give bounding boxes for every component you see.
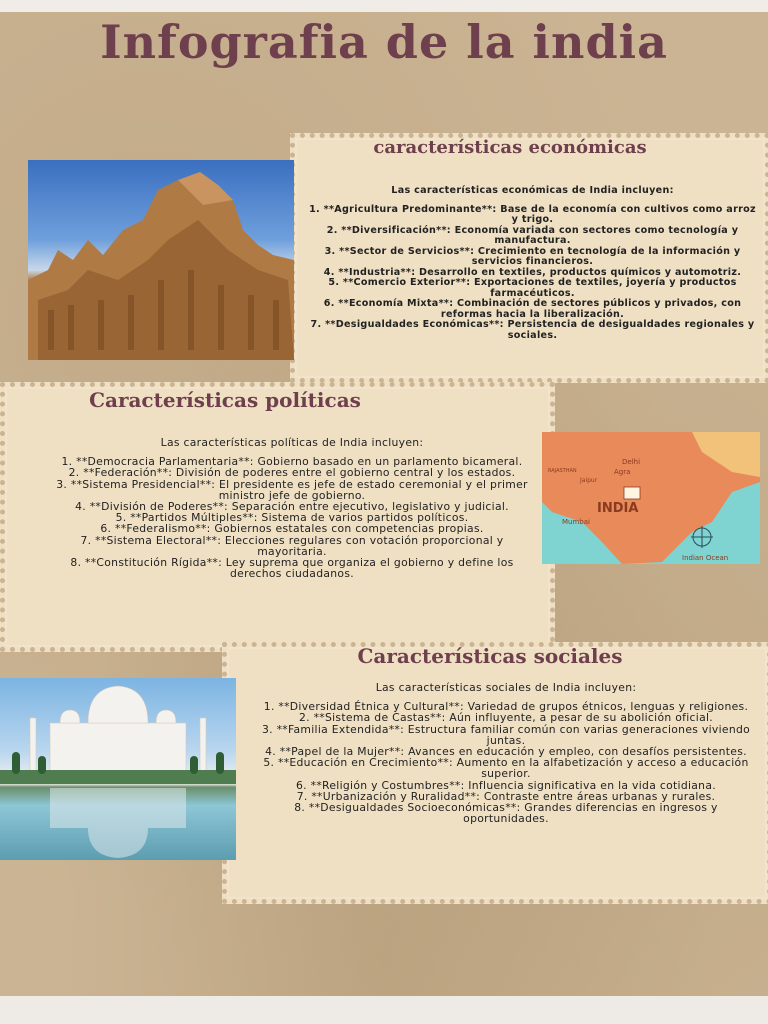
list-item: 8. **Constitución Rígida**: Ley suprema que organiza el gobierno y define los derechos ciudadanos. <box>70 556 514 581</box>
list-item: 3. **Sistema Presidencial**: El presidente es jefe de estado ceremonial y el primer ministro jefe de gobierno. <box>56 477 528 502</box>
social-heading: Características sociales <box>357 644 623 668</box>
page-title: Infografia de la india <box>100 15 668 69</box>
list-item: 7. **Desigualdades Económicas**: Persistencia de desigualdades regionales y sociales. <box>310 319 755 341</box>
list-item: 1. **Diversidad Étnica y Cultural**: Variedad de grupos étnicos, lenguas y religiones. <box>263 700 749 714</box>
map-label-jaipur: Jaipur <box>580 477 598 484</box>
taj-mahal-illustration <box>0 678 236 860</box>
list-item: 3. **Familia Extendida**: Estructura familiar común con varias generaciones viviendo juntas. <box>261 722 751 747</box>
economic-heading: características económicas <box>373 137 647 158</box>
map-label-agra: Agra <box>614 468 631 476</box>
list-item: 4. **División de Poderes**: Separación entre ejecutivo, legislativo y judicial. <box>75 500 509 514</box>
list-item: 2. **Sistema de Castas**: Aún influyente, a pesar de su abolición oficial. <box>298 711 714 725</box>
india-map-image <box>542 432 760 564</box>
political-list <box>52 456 532 579</box>
list-item: 5. **Educación en Crecimiento**: Aumento en la alfabetización y acceso a educación superior. <box>263 756 749 781</box>
list-item: 8. **Desigualdades Socioeconómicas**: Grandes diferencias en ingresos y oportunidades. <box>294 801 718 826</box>
social-intro: Las características sociales de India incluyen: <box>375 681 637 694</box>
economic-list <box>305 205 760 342</box>
list-item: 1. **Agricultura Predominante**: Base de la economía con cultivos como arroz y trigo. <box>309 203 756 225</box>
list-item: 3. **Sector de Servicios**: Crecimiento en tecnología de la información y servicios financieros. <box>324 245 741 267</box>
list-item: 6. **Federalismo**: Gobiernos estatales con competencias propias. <box>100 522 484 536</box>
social-text <box>250 682 762 824</box>
temple-illustration <box>28 160 294 360</box>
temple-image <box>28 160 294 360</box>
india-map-illustration <box>542 432 760 564</box>
map-label-rajasthan: RAJASTHAN <box>548 468 577 474</box>
list-item: 5. **Comercio Exterior**: Exportaciones de textiles, joyería y productos farmacéuticos. <box>328 277 737 299</box>
list-item: 4. **Papel de la Mujer**: Avances en educación y empleo, con desafíos persistentes. <box>265 745 747 759</box>
map-label-mumbai: Mumbai <box>562 518 590 526</box>
map-label-country: INDIA <box>597 501 639 516</box>
political-intro: Las características políticas de India incluyen: <box>160 436 424 449</box>
list-item: 2. **Diversificación**: Economía variada con sectores como tecnología y manufactura. <box>326 224 739 246</box>
list-item: 1. **Democracia Parlamentaria**: Gobierno basado en un parlamento bicameral. <box>61 455 523 469</box>
map-label-ocean: Indian Ocean <box>682 554 729 562</box>
economic-text <box>305 186 760 341</box>
list-item: 2. **Federación**: División de poderes entre el gobierno central y los estados. <box>68 466 516 480</box>
political-heading: Características políticas <box>89 388 361 412</box>
list-item: 7. **Sistema Electoral**: Elecciones regulares con votación proporcional y mayoritaria. <box>80 533 504 558</box>
list-item: 5. **Partidos Múltiples**: Sistema de varios partidos políticos. <box>115 511 469 525</box>
list-item: 6. **Religión y Costumbres**: Influencia significativa en la vida cotidiana. <box>296 778 716 792</box>
list-item: 7. **Urbanización y Ruralidad**: Contraste entre áreas urbanas y rurales. <box>296 789 716 803</box>
list-item: 4. **Industria**: Desarrollo en textiles, productos químicos y automotriz. <box>323 266 742 278</box>
map-label-delhi: Delhi <box>622 458 641 466</box>
taj-mahal-image <box>0 678 236 860</box>
economic-intro: Las características económicas de India incluyen: <box>391 185 674 196</box>
torn-paper-bottom-edge <box>0 996 768 1024</box>
political-text <box>52 437 532 579</box>
social-list <box>250 701 762 824</box>
list-item: 6. **Economía Mixta**: Combinación de sectores públicos y privados, con reformas hacia la liberalización. <box>323 298 742 320</box>
